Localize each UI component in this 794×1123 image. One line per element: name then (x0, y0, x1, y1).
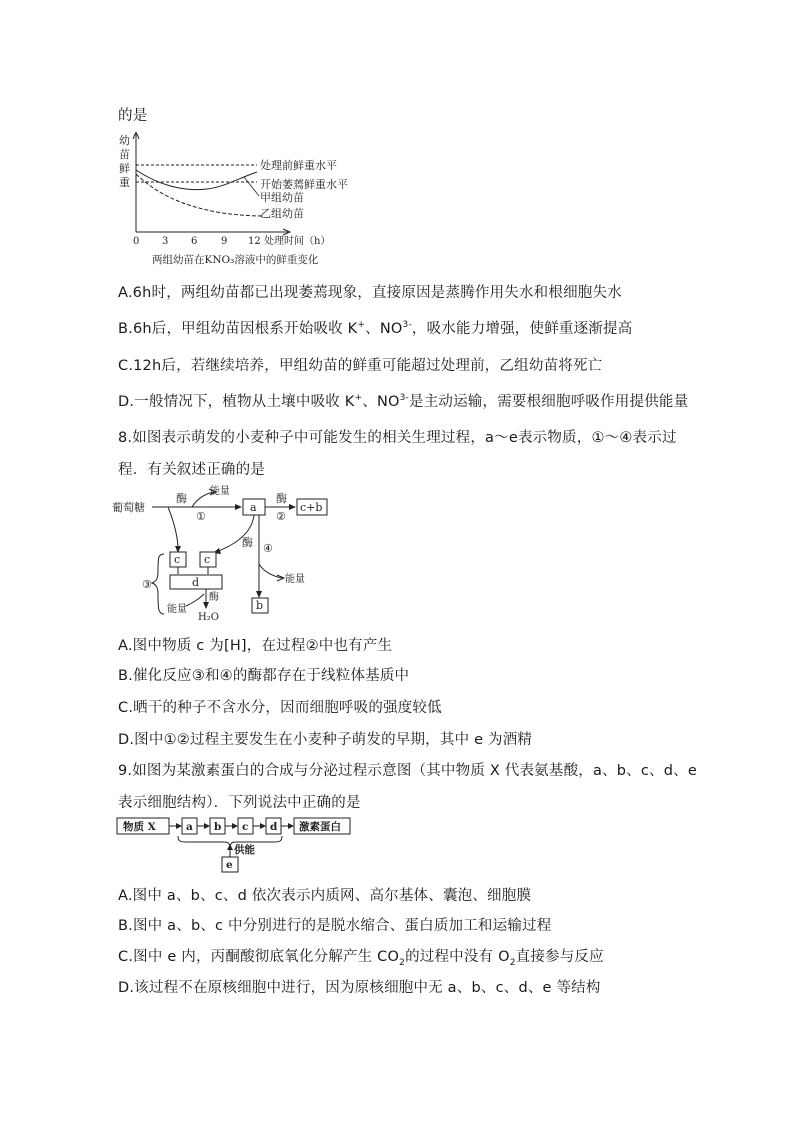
q8-box-ceb-label: c+b (300, 501, 323, 514)
q7-option-d-part3: 是主动运输，需要根细胞呼吸作用提供能量 (409, 394, 689, 410)
q9-box-a-label: a (186, 821, 193, 833)
q7-x-tick-0: 0 (133, 236, 140, 247)
q7-option-c: C.12h后，若继续培养，甲组幼苗的鲜重可能超过处理前，乙组幼苗将死亡 (118, 358, 603, 374)
q8-box-c2-label: c (204, 553, 211, 566)
q9-secretion-diagram (116, 817, 366, 873)
q7-x-tick-3: 3 (162, 236, 169, 247)
q8-step-3: ③ (142, 578, 152, 591)
q7-x-tick-12: 12 (248, 236, 261, 247)
q7-option-d (118, 390, 688, 411)
q8-glucose: 葡萄糖 (112, 501, 145, 514)
q9-box-c-label: c (242, 821, 249, 833)
q7-option-b-sup-plus: + (357, 320, 366, 331)
q7-x-axis-label: 处理时间（h） (264, 236, 331, 247)
q9-option-c (118, 945, 604, 968)
q8-box-b-label: b (256, 599, 264, 612)
q8-option-c: C.晒干的种子不含水分，因而细胞呼吸的强度较低 (118, 700, 442, 716)
q7-label-wilt: 开始萎蔫鲜重水平 (260, 178, 348, 191)
q8-enzyme-2: 酶 (276, 492, 287, 505)
q8-enzyme-1: 酶 (176, 492, 187, 505)
q9-box-x-label: 物质 X (123, 821, 156, 833)
q7-y-label-2: 苗 (119, 148, 130, 161)
q9-stem-line-2: 表示细胞结构）．下列说法中正确的是 (118, 795, 361, 811)
q8-step-1: ① (196, 510, 206, 523)
q7-x-tick-6: 6 (191, 236, 198, 247)
q8-arrowhead-ceb (289, 504, 296, 510)
q7-option-d-sup-no3: 3- (399, 393, 409, 404)
q7-option-b-sup-no3: 3- (402, 320, 412, 331)
q7-option-b-part2: 、NO (365, 321, 403, 337)
q8-box-a-label: a (250, 501, 257, 514)
q8-water: H₂O (198, 612, 219, 622)
q7-y-label-4: 重 (119, 176, 130, 189)
q8-respiration-diagram (112, 482, 332, 622)
q8-box-c1-label: c (174, 553, 181, 566)
q9-box-hormone-label: 激素蛋白 (299, 821, 341, 833)
q7-y-label-1: 幼 (119, 134, 130, 147)
q7-option-d-part1: D.一般情况下，植物从土壤中吸收 K (118, 394, 355, 410)
q7-jia-curve (136, 170, 257, 190)
q7-option-d-sup-plus: + (354, 393, 363, 404)
q9-arrowhead-d (260, 823, 266, 829)
q8-option-a: A.图中物质 c 为[H]，在过程②中也有产生 (118, 638, 393, 654)
q9-arrowhead-b (204, 823, 210, 829)
q8-arrowhead-a (235, 504, 242, 510)
q9-arrowhead-c (232, 823, 238, 829)
q7-x-tick-9: 9 (221, 236, 228, 247)
q8-option-d: D.图中①②过程主要发生在小麦种子萌发的早期，其中 e 为酒精 (118, 732, 533, 748)
q9-supply-label: 供能 (234, 844, 255, 856)
q8-enzyme-4: 酶 (209, 592, 219, 603)
q8-energy-3: 能量 (167, 604, 187, 615)
q9-option-c-part3: 直接参与反应 (515, 949, 604, 965)
q9-box-b-label: b (214, 821, 222, 833)
q8-brace-3 (152, 554, 164, 614)
q8-step-4: ④ (263, 542, 273, 555)
q7-figure-caption: 两组幼苗在KNO₃溶液中的鲜重变化 (152, 254, 319, 266)
q9-stem-line-1: 9.如图为某激素蛋白的合成与分泌过程示意图（其中物质 X 代表氨基酸，a、b、c、d、e (118, 763, 697, 779)
q9-arrowhead-a (176, 823, 182, 829)
q8-arrowhead-water (203, 602, 209, 609)
q7-label-before: 处理前鲜重水平 (260, 159, 337, 172)
q7-option-b (118, 317, 632, 338)
q9-option-c-part1: C.图中 e 内，丙酮酸彻底氧化分解产生 CO (118, 949, 400, 965)
q8-arrow-glucose-c (168, 507, 178, 550)
q9-option-b: B.图中 a、b、c 中分别进行的是脱水缩合、蛋白质加工和运输过程 (118, 918, 552, 934)
q9-option-d: D.该过程不在原核细胞中进行，因为原核细胞中无 a、b、c、d、e 等结构 (118, 980, 601, 996)
q9-option-c-part2: 的过程中没有 O (405, 949, 510, 965)
q7-stem-tail: 的是 (118, 108, 148, 124)
q9-box-e-label: e (226, 859, 233, 871)
q9-option-c-sub-co2: 2 (399, 957, 406, 968)
q7-jia-pointer (244, 177, 259, 196)
q7-label-yi: 乙组幼苗 (260, 207, 304, 220)
q8-option-b: B.催化反应③和④的酶都存在于线粒体基质中 (118, 668, 410, 684)
q9-box-d-label: d (270, 821, 278, 833)
q7-option-a: A.6h时，两组幼苗都已出现萎蔫现象，直接原因是蒸腾作用失水和根细胞失水 (118, 285, 622, 301)
q9-supply-arrowhead (227, 844, 233, 850)
q8-energy-3-arrow (186, 594, 204, 606)
q8-step-2: ② (276, 510, 286, 523)
q7-label-jia: 甲组幼苗 (260, 191, 304, 204)
q8-stem-line-2: 程．有关叙述正确的是 (118, 462, 265, 478)
q8-energy-4: 能量 (285, 574, 305, 585)
q8-enzyme-3: 酶 (242, 536, 253, 549)
q8-arrowhead-b (256, 591, 262, 598)
q8-energy-1: 能量 (210, 486, 230, 497)
q9-option-a: A.图中 a、b、c、d 依次表示内质网、高尔基体、囊泡、细胞膜 (118, 888, 532, 904)
q9-arrowhead-hormone (288, 823, 294, 829)
q8-stem-line-1: 8.如图表示萌发的小麦种子中可能发生的相关生理过程，a～e表示物质，①～④表示过 (118, 430, 677, 446)
q7-option-b-part1: B.6h后，甲组幼苗因根系开始吸收 K (118, 321, 358, 337)
q7-option-b-part3: ，吸水能力增强，使鲜重逐渐提高 (411, 321, 633, 337)
q8-box-d-label: d (192, 576, 200, 589)
q7-option-d-part2: 、NO (362, 394, 400, 410)
q7-fresh-weight-figure (112, 132, 372, 272)
q9-option-c-sub-o2: 2 (509, 957, 516, 968)
q7-y-label-3: 鲜 (119, 162, 130, 175)
